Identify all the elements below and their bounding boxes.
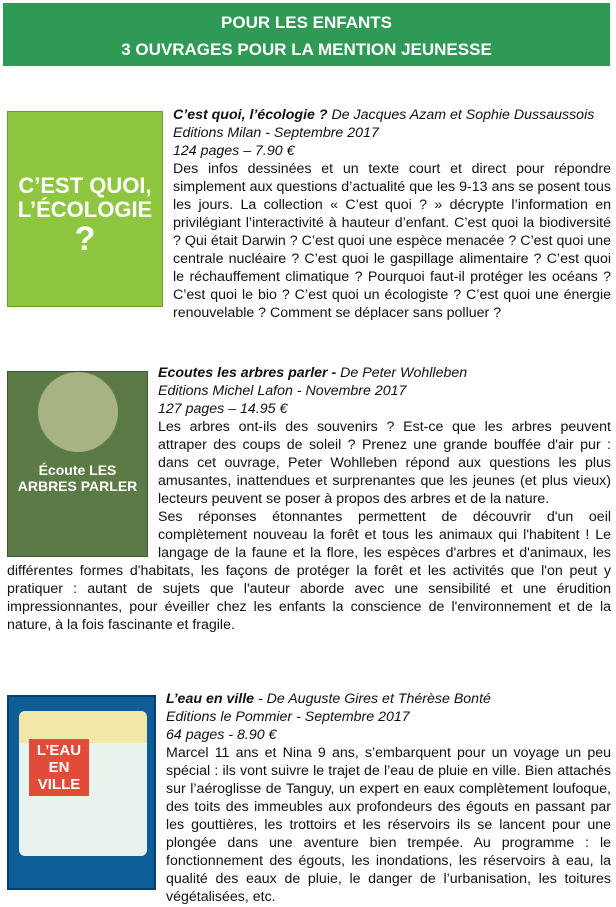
book-title: C’est quoi, l’écologie ? [173, 107, 328, 123]
banner-line-1: POUR LES ENFANTS [221, 13, 392, 32]
book-entry-ecologie [7, 106, 611, 322]
book-entry-arbres [7, 364, 611, 634]
banner-line-2: 3 OUVRAGES POUR LA MENTION JEUNESSE [121, 40, 492, 59]
book-description: Marcel 11 ans et Nina 9 ans, s’embarquent pour un voyage un peu spécial : ils vont suivre le trajet de l’eau de pluie en ville. Bien attachés sur l’aéroglisse de Tanguy, un expert en eaux complètement loufoque, des toits des immeubles aux profondeurs des égouts en passant par les gouttières, les trottoirs et les réservoirs ils se lancent pour une plongée dans une aventure bien trempée. Au programme : le fonctionnement des égouts, les inondations, les réservoirs à eau, la qualité des eaux de pluie, le danger de l’urbanisation, les toitures végétalisées, etc. [166, 745, 611, 905]
book-cover-ecologie [7, 111, 163, 307]
book-entry-eau [7, 690, 611, 906]
cover-title: C’EST QUOI, L’ÉCOLOGIE [17, 173, 153, 222]
book-authors: De Jacques Azam et Sophie Dussaussois [327, 107, 595, 123]
book-publisher: Editions le Pommier - Septembre 2017 [166, 709, 410, 725]
light-decoration [38, 372, 118, 452]
book-price: 127 pages – 14.95 € [158, 401, 288, 417]
book-title: L’eau en ville [166, 691, 255, 707]
book-description: Des infos dessinées et un texte court et direct pour répondre simplement aux questions d’actualité que les 9-13 ans se posent tous les jours. La collection « C’est quoi ? » décrypte l’information en privilégiant l’interactivité à hauteur d’enfant. C’est quoi la biodiversité ? Qui était Darwin ? C’est quoi une espèce menacée ? C’est quoi une centrale nucléaire ? C’est quoi le gaspillage alimentaire ? C’est quoi le réchauffement climatique ? Pourquoi faut-il protéger les océans ? C’est quoi le bio ? C’est quoi un écologiste ? C’est quoi une énergie renouvelable ? Comment se déplacer sans polluer ? [173, 161, 611, 321]
book-publisher: Editions Milan - Septembre 2017 [173, 125, 379, 141]
cover-title: L’EAU EN VILLE [29, 739, 89, 796]
book-description-2: Ses réponses étonnantes permettent de découvrir d'un oeil complètement nouveau la forêt et tous les animaux qui l'habitent ! Le langage de la faune et la flore, les espèces d'arbres et d'animaux, les différentes formes d'habitats, les façons de protéger la forêt et les activités que l'on peut y pratiquer : autant de sujets que l'auteur aborde avec une sensibilité et une érudition impressionnantes, pour éveiller chez les enfants la conscience de l'environnement et de la nature, à la fois fascinante et fragile. [7, 509, 611, 633]
book-title: Ecoutes les arbres parler - [158, 365, 337, 381]
question-mark-icon: ? [74, 220, 96, 258]
book-price: 64 pages - 8.90 € [166, 727, 277, 743]
cover-title: Écoute LES ARBRES PARLER [17, 462, 138, 494]
book-description: Les arbres ont-ils des souvenirs ? Est-ce que les arbres peuvent attraper des coups de soleil ? Prenez une grande bouffée d'air pur : dans cet ouvrage, Peter Wohlleben répond aux questions les plus amusantes, inattendues et surprenantes que les jeunes (et plus vieux) lecteurs peuvent se poser à propos des arbres et de la nature. [158, 419, 611, 507]
book-cover-arbres [7, 371, 148, 557]
book-authors: De Peter Wohlleben [336, 365, 468, 381]
book-cover-eau [7, 695, 156, 890]
book-publisher: Editions Michel Lafon - Novembre 2017 [158, 383, 407, 399]
book-authors: - De Auguste Gires et Thérèse Bonté [254, 691, 491, 707]
book-price: 124 pages – 7.90 € [173, 143, 295, 159]
header-banner [3, 3, 610, 66]
